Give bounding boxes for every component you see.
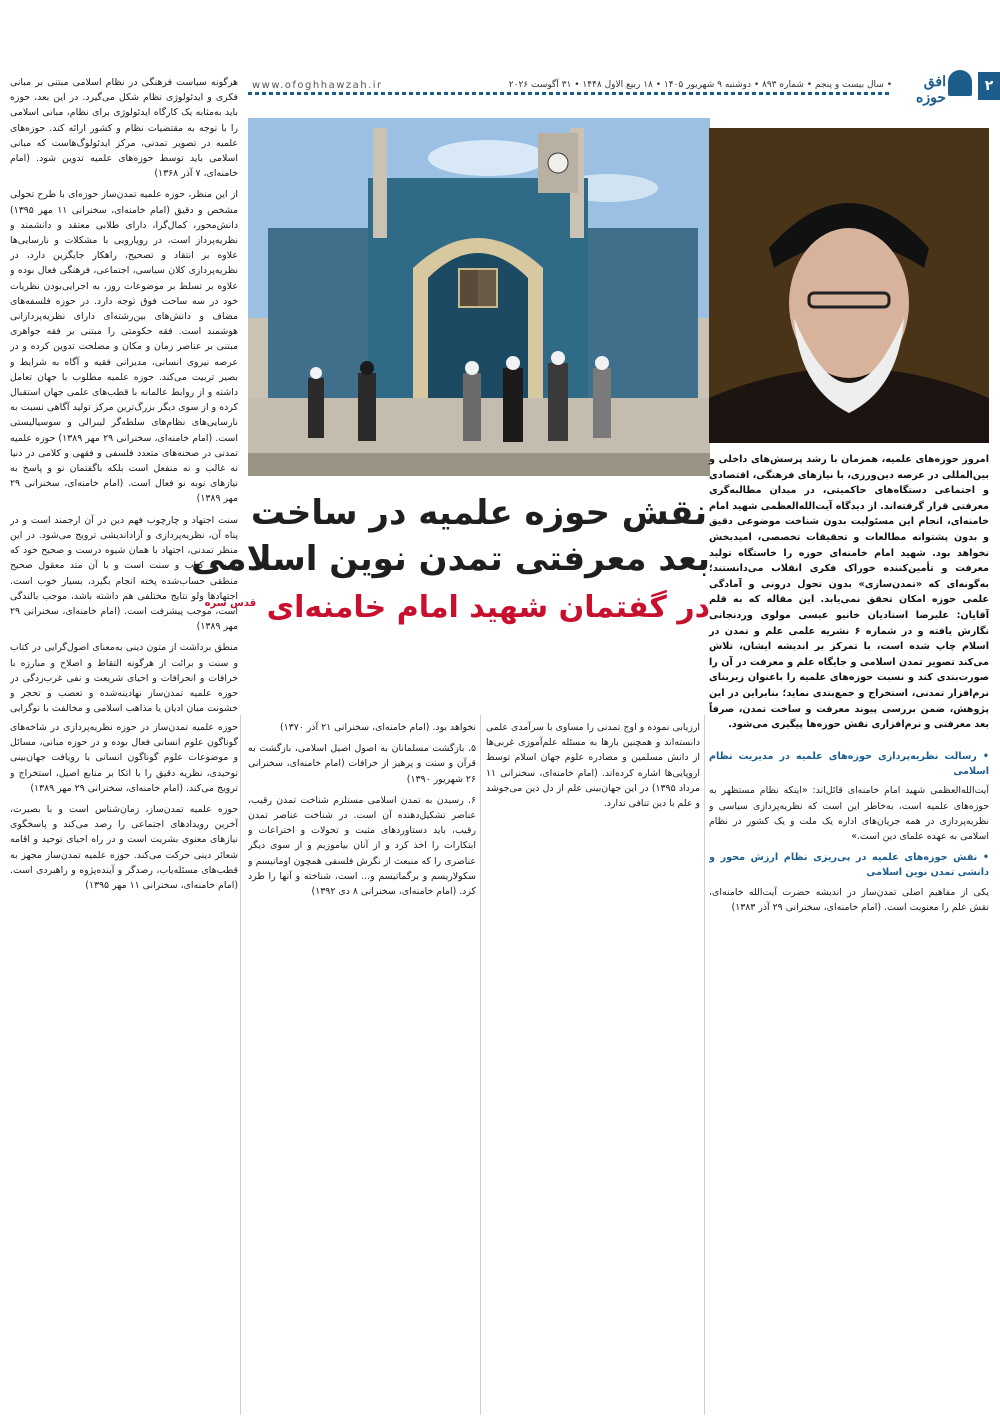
headline-line3	[204, 582, 710, 630]
headline-line1: نقش حوزه علمیه در ساخت	[250, 493, 708, 533]
section-heading: • نقش حوزه‌های علمیه در پی‌ریزی نظام ارزش محور و دانشی تمدن نوین اسلامی	[709, 852, 989, 879]
issue-meta: • سال بیست و پنجم • شماره ۸۹۳ • دوشنبه ۹ شهریور ۱۴۰۵ • ۱۸ ربیع الاول ۱۴۴۸ • ۳۱ آگوست ۲۰۲۶	[508, 80, 892, 90]
header-divider	[248, 92, 890, 95]
headline-line2: بعد معرفتی تمدن نوین اسلامی	[191, 539, 710, 579]
paragraph: نخواهد بود. (امام خامنه‌ای، سخنرانی ۲۱ آذر ۱۳۷۰)	[279, 722, 476, 733]
column-far-left-top	[10, 75, 238, 715]
portrait-illustration	[709, 128, 989, 443]
page-number: ۲	[978, 72, 1000, 100]
headline	[191, 490, 710, 630]
paragraph: یکی از مفاهیم اصلی تمدن‌ساز در اندیشه حضرت آیت‌الله خامنه‌ای، نقش علم را معنویت است. (امام خامنه‌ای، سخنرانی ۲۹ آذر ۱۳۸۳)	[709, 886, 989, 913]
column-divider	[480, 715, 481, 1415]
paragraph: منطق برداشت از متون دینی به‌معنای اصول‌گرایی در کتاب و سنت و برائت از هرگونه التقاط و اصلاح و مبارزه با خرافات و انحرافات و احیای شریعت و نفی غرب‌زدگی در حوزه علمیه تمدن‌ساز نهادینه‌شده و تعصب و تحجر و خشونت میان ادیان یا مذاهب اسلامی و مخالفت با نوگرایی	[10, 642, 238, 715]
paragraph: آیت‌الله‌العظمی شهید امام خامنه‌ای قائل‌اند: «اینکه نظام مستظهر به حوزه‌های علمیه است، به‌خاطر این است که نظریه‌پردازی سیاسی و نظریه‌پردازی در همه جریان‌های اداره یک ملت و یک کشور در نظام اسلامی به عهده علمای دین است.»	[709, 785, 989, 843]
paragraph: سنت اجتهاد و چارچوب فهم دین در آن ارجمند است و در پناه آن، نظریه‌پردازی و آزاداندیشی ترویج می‌شود. در این منظر تمدنی، اجتهاد با همان شیوه درست و صحیح خود که تکیه به کتاب و سنت است و با آن متد معقول صحیح منطقی حساب‌شده پخته انجام بگیرد، بسیار خوب است. اجتهادها ولو نتایج مختلفی هم داشته باشد، موجب بالندگی است، موجب پیشرفت است. (امام خامنه‌ای، سخنرانی ۲۹ مهر ۱۳۸۹)	[10, 514, 238, 633]
paragraph: از این منظر، حوزه علمیه تمدن‌ساز حوزه‌ای با طرح تحولی مشخص و دقیق (امام خامنه‌ای، سخنرانی ۱۱ مهر ۱۳۹۵) دانش‌محور، کمال‌گرا، دارای طلابی معتقد و دانشمند و نظریه‌پرداز است، در رویارویی با مشکلات و نارسایی‌ها علاوه بر انتقاد و تصحیح، راهکار جایگزین دارد، در نظریه‌پردازی کلان سیاسی، اجتماعی، فرهنگی فعال بوده و علاوه بر تسلط بر موضوعات روز، به اجرایی‌بودن نظریات خود در سه ساحت فوق توجه دارد. در حوزه فلسفه‌های مضاف و دانش‌های بین‌رشته‌ای دارای نظریه‌پردازانی هوشمند است. فقه حکومتی را مبتنی بر فقه جواهری مبتنی بر عناصر زمان و مکان و مصلحت تدوین کرده و در عرصه نیروی انسانی، مدیرانی فقیه و آگاه به شرایط و بصیر تربیت می‌کند. حوزه علمیه مطلوب با جهان تعامل داشته و از روابط عالمانه با قطب‌های علمی جهان استقبال کرده و از سوی دیگر بزرگ‌ترین مرکز تولید آگاهی نسبت به نارسایی‌های نظام‌های سلطه‌گر لیبرالی و سوسیالیستی است. (امام خامنه‌ای، سخنرانی ۲۹ مهر ۱۳۸۹) حوزه علمیه تمدنی در صحنه‌های متعدد فلسفی و فقهی و کلامی در دنیا نه غالب و نه منفعل است بلکه باگفتمان نو و پاسخ به نیازهای نوبه نو فعال است. (امام خامنه‌ای، سخنرانی ۲۹ مهر ۱۳۸۹)	[10, 189, 238, 505]
intro-paragraph: امروز حوزه‌های علمیه، همزمان با رشد پرسش‌های داخلی و بین‌المللی در عرصه دین‌ورزی، با نیازهای فرهنگی، اقتصادی و اجتماعی دستگاه‌های حاکمیتی، در میدان مطالبه‌گری معرفتی قرار گرفته‌اند. از دیدگاه آیت‌الله‌العظمی شهید امام خامنه‌ای، انجام این مسئولیت بدون شناخت موضوعی دقیق و بدون پشتوانه مطالعات و تحقیقات تخصصی، امیدبخش نخواهد بود. شهید امام خامنه‌ای حوزه را خاستگاه تولید معرفت و تأمین‌کننده خوراک فکری انقلاب می‌دانستند؛ به‌گونه‌ای که «تمدن‌سازی» بدون تحول درونی و آمادگی علمی حوزه امکان تحقق نمی‌یابد. این مقاله که به قلم آقایان: علیرضا استادیان خانیو عیسی مولوی وردنجانی نگارش یافته و در شماره ۶ نشریه علمی علم و تمدن در اسلام چاپ شده است، با تمرکز بر اندیشه ایشان، تلاش می‌کند تصویر تمدن اسلامی و جایگاه علم و معرفت در آن را صورت‌بندی کند و نسبت حوزه‌های علمیه را با‌عنوان زیربنای نرم‌افزار تمدنی، استخراج و جمع‌بندی نماید؛ بنابراین در این پژوهش، ضمن بررسی پیوند معرفت و ساخت تمدن، صرفاً بعد معرفتی و نرم‌افزاری نقش حوزه‌ها پیگیری می‌شود.	[709, 454, 989, 731]
column-three	[248, 720, 476, 1410]
paragraph: ۵. بازگشت مسلمانان به اصول اصیل اسلامی، بازگشت به قرآن و سنت و پرهیز از خرافات (امام خامنه‌ای، سخنرانی ۲۶ شهریور ۱۳۹۰)	[248, 743, 476, 785]
seal-text: قدس سره	[204, 598, 257, 609]
headline-line3-text: در گفتمان شهید امام خامنه‌ای	[266, 590, 710, 625]
seminary-illustration	[248, 118, 710, 476]
paragraph: حوزه علمیه تمدن‌ساز در حوزه نظریه‌پردازی در شاخه‌های گوناگون علوم انسانی فعال بوده و در حوزه مبانی، مسائل و موضوعات علوم گوناگون انسانی با رویافت جهان‌بینی توحیدی، نظریه دقیق را با اتکا بر منابع اصیل، استخراج و ترویج می‌کند. (امام خامنه‌ای، سخنرانی ۲۹ مهر ۱۳۸۹)	[10, 722, 238, 794]
site-url[interactable]: www.ofoghhawzah.ir	[252, 80, 383, 91]
paragraph: هرگونه سیاست فرهنگی در نظام اسلامی مبتنی بر مبانی فکری و ایدئولوژی نظام شکل می‌گیرد. در این بعد، حوزه باید به‌مثابه یک کارگاه ایدئولوژی برای نظام، مبانی اسلامی را با توجه به مقتضیات نظام و کشور ارائه کند. حوزه‌های علمیه در تصویر تمدنی، مرکز ایدئولوگ‌هاست که مبانی اسلامی باید توسط حوزه‌های علمیه تدوین شود. (امام خامنه‌ای، ۷ آذر ۱۳۶۸)	[10, 77, 238, 180]
paragraph: حوزه علمیه تمدن‌ساز، زمان‌شناس است و با بصیرت، آخرین رویدادهای اجتماعی را رصد می‌کند و پاسخگوی نیازهای معنوی بشریت است و در راه احیای توحید و اقامه شعائر دینی حرکت می‌کند. حوزه علمیه تمدن‌ساز مجهز به قطب‌های مسئله‌یاب، رصدگر و آینده‌پژوه و راهبردی است. (امام خامنه‌ای، سخنرانی ۱۱ مهر ۱۳۹۵)	[10, 804, 238, 892]
paragraph: ارزیابی نموده و اوج تمدنی را مساوی با سرآمدی علمی دانسته‌اند و همچنین بارها به مسئله علم‌آموزی غربی‌ها از دانش مسلمین و مصادره علوم جهان اسلام توسط اروپایی‌ها اشاره کرده‌اند. (امام خامنه‌ای، سخنرانی ۱۱ مرداد ۱۳۹۵) در این جهان‌بینی علم از دل دین می‌جوشد و علم با دین تنافی ندارد.	[486, 722, 700, 810]
dome-icon	[948, 70, 972, 96]
column-five	[709, 745, 989, 1410]
column-divider	[704, 715, 705, 1415]
portrait-photo	[709, 128, 989, 443]
paragraph: ۶. رسیدن به تمدن اسلامی مستلزم شناخت تمدن رقیب، عناصر تشکیل‌دهنده آن است. در شناخت عناصر تمدن رقیب، باید دستاوردهای مثبت و تحولات و اختراعات و ابتکارات را اخذ کرد و از آنان بیاموزیم و از سوی دیگر عناصری را که منبعث از نگرش فلسفی همچون اومانیسم و سکولاریسم و برگماتیسم و... است، شناخته و آنها را طرد کرد. (امام خامنه‌ای، سخنرانی ۸ دی ۱۳۹۲)	[248, 794, 476, 898]
section-heading: • رسالت نظریه‌پردازی حوزه‌های علمیه در مدیریت نظام اسلامی	[709, 751, 989, 778]
masthead-logo[interactable]	[898, 70, 978, 106]
column-far-left-bottom	[10, 720, 238, 1410]
logo-text: افق حوزه	[916, 74, 946, 106]
seminary-photo	[248, 118, 710, 476]
column-four	[486, 720, 700, 1410]
column-divider	[240, 715, 241, 1415]
